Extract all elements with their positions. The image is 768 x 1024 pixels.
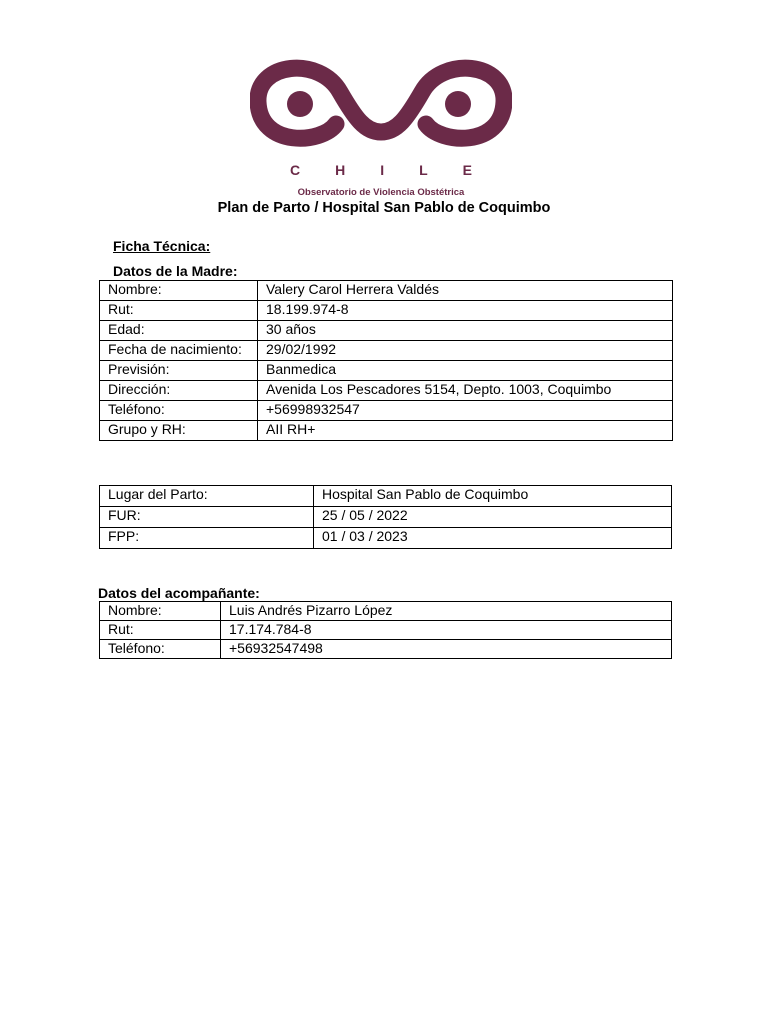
- document-title: Plan de Parto / Hospital San Pablo de Coquimbo: [217, 200, 551, 216]
- logo: [250, 52, 512, 200]
- row-label: Rut:: [100, 621, 221, 640]
- table-row: [100, 640, 672, 659]
- datos-madre-heading: Datos de la Madre:: [113, 263, 238, 279]
- row-value: 30 años: [258, 321, 673, 341]
- table-row: [100, 421, 673, 441]
- row-label: FUR:: [100, 507, 314, 528]
- logo-subtitle: Observatorio de Violencia Obstétrica: [297, 187, 465, 198]
- row-value: Hospital San Pablo de Coquimbo: [314, 486, 672, 507]
- table-row: [100, 528, 672, 549]
- table-row: [100, 381, 673, 401]
- logo-word: CHILE: [290, 162, 507, 178]
- table-row: [100, 321, 673, 341]
- table-row: [100, 281, 673, 301]
- table-row: [100, 341, 673, 361]
- row-value: AII RH+: [258, 421, 673, 441]
- row-label: Teléfono:: [100, 401, 258, 421]
- row-label: Fecha de nacimiento:: [100, 341, 258, 361]
- row-value: Luis Andrés Pizarro López: [221, 602, 672, 621]
- row-label: Teléfono:: [100, 640, 221, 659]
- row-label: Grupo y RH:: [100, 421, 258, 441]
- row-label: Nombre:: [100, 281, 258, 301]
- row-value: 01 / 03 / 2023: [314, 528, 672, 549]
- ovo-logo-icon: [250, 52, 512, 152]
- table-row: [100, 401, 673, 421]
- row-value: Valery Carol Herrera Valdés: [258, 281, 673, 301]
- datos-madre-table: [99, 280, 673, 441]
- row-value: +56932547498: [221, 640, 672, 659]
- table-row: [100, 361, 673, 381]
- parto-table: [99, 485, 672, 549]
- table-row: [100, 621, 672, 640]
- row-value: +56998932547: [258, 401, 673, 421]
- row-value: 29/02/1992: [258, 341, 673, 361]
- row-label: Nombre:: [100, 602, 221, 621]
- table-row: [100, 602, 672, 621]
- row-label: FPP:: [100, 528, 314, 549]
- table-row: [100, 507, 672, 528]
- row-label: Previsión:: [100, 361, 258, 381]
- acompanante-table: [99, 601, 672, 659]
- row-value: Avenida Los Pescadores 5154, Depto. 1003, Coquimbo: [258, 381, 673, 401]
- row-value: Banmedica: [258, 361, 673, 381]
- row-label: Lugar del Parto:: [100, 486, 314, 507]
- row-label: Edad:: [100, 321, 258, 341]
- row-value: 17.174.784-8: [221, 621, 672, 640]
- ficha-tecnica-heading: Ficha Técnica:: [113, 238, 211, 254]
- table-row: [100, 301, 673, 321]
- row-value: 18.199.974-8: [258, 301, 673, 321]
- acompanante-heading: Datos del acompañante:: [98, 585, 260, 601]
- row-value: 25 / 05 / 2022: [314, 507, 672, 528]
- row-label: Rut:: [100, 301, 258, 321]
- row-label: Dirección:: [100, 381, 258, 401]
- table-row: [100, 486, 672, 507]
